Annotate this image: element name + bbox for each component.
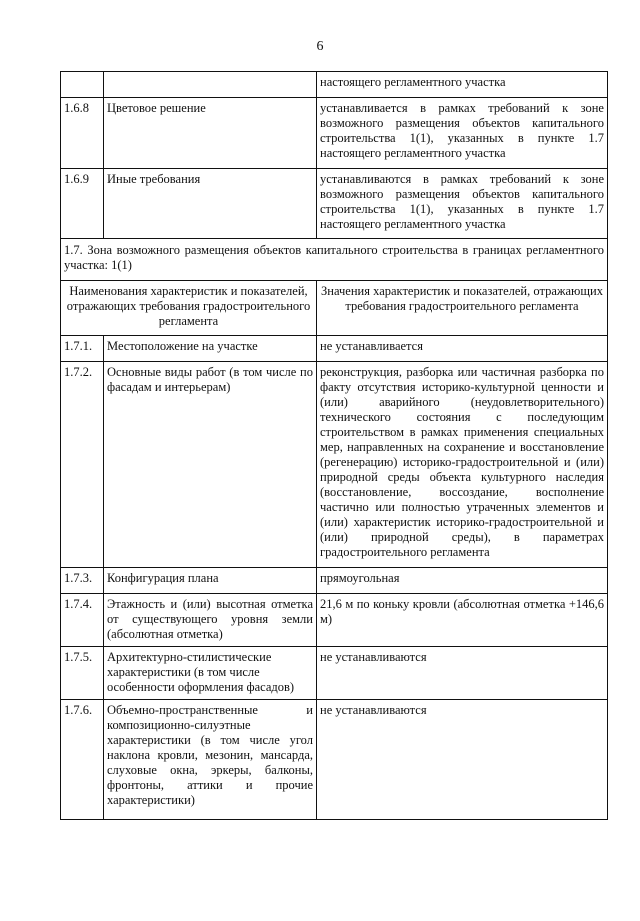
characteristic-name: Объемно-пространственные и композиционно-силуэтные характеристики (в том числе угол наклона кровли, мезонин, мансарда, слуховые окна, эркеры, балконы, фронтоны, аттики и прочие характеристики) bbox=[104, 700, 317, 820]
row-number: 1.6.8 bbox=[61, 98, 104, 169]
table-row bbox=[61, 568, 608, 594]
table-row bbox=[61, 594, 608, 647]
characteristic-value: настоящего регламентного участка bbox=[317, 72, 608, 98]
characteristic-value: прямоугольная bbox=[317, 568, 608, 594]
row-number: 1.7.6. bbox=[61, 700, 104, 820]
section-row bbox=[61, 239, 608, 281]
characteristic-value: реконструкция, разборка или частичная разборка по факту отсутствия историко-культурной ценности и (или) аварийного (неудовлетворительного) технического состояния с последующим строительством в рамках применения специальных мер, направленных на сохранение и восстановление (регенерацию) историко-градостроительной и (или) природной среды объекта культурного наследия (восстановление, воссоздание, восполнение частично или полностью утраченных элементов и (или) характеристик историко-градостроительной и (или) природной среды), в параметрах градостроительного регламента bbox=[317, 362, 608, 568]
column-header-values: Значения характеристик и показателей, отражающих требования градостроительного регламента bbox=[317, 281, 608, 336]
table-row bbox=[61, 169, 608, 239]
page-number: 6 bbox=[316, 39, 324, 54]
characteristic-name: Конфигурация плана bbox=[104, 568, 317, 594]
table-row bbox=[61, 362, 608, 568]
column-header-names: Наименования характеристик и показателей, отражающих требования градостроительного регламента bbox=[61, 281, 317, 336]
row-number: 1.7.5. bbox=[61, 647, 104, 700]
table-row bbox=[61, 700, 608, 820]
table-row bbox=[61, 98, 608, 169]
row-number: 1.7.4. bbox=[61, 594, 104, 647]
characteristic-name: Иные требования bbox=[104, 169, 317, 239]
characteristic-name: Цветовое решение bbox=[104, 98, 317, 169]
characteristic-value: устанавливается в рамках требований к зоне возможного размещения объектов капитального строительства 1(1), указанных в пункте 1.7 настоящего регламентного участка bbox=[317, 98, 608, 169]
table-row bbox=[61, 647, 608, 700]
characteristic-name: Местоположение на участке bbox=[104, 336, 317, 362]
table-row bbox=[61, 72, 608, 98]
section-title: 1.7. Зона возможного размещения объектов капитального строительства в границах регламентного участка: 1(1) bbox=[61, 239, 608, 281]
table-row bbox=[61, 336, 608, 362]
characteristic-value: не устанавливаются bbox=[317, 700, 608, 820]
regulation-table bbox=[60, 71, 608, 820]
row-number: 1.7.1. bbox=[61, 336, 104, 362]
row-number: 1.7.2. bbox=[61, 362, 104, 568]
characteristic-value: не устанавливается bbox=[317, 336, 608, 362]
characteristic-name: Этажность и (или) высотная отметка от существующего уровня земли (абсолютная отметка) bbox=[104, 594, 317, 647]
characteristic-name: Основные виды работ (в том числе по фасадам и интерьерам) bbox=[104, 362, 317, 568]
characteristic-name: Архитектурно-стилистические характеристики (в том числе особенности оформления фасадов) bbox=[104, 647, 317, 700]
characteristic-value: не устанавливаются bbox=[317, 647, 608, 700]
row-number bbox=[61, 72, 104, 98]
characteristic-value: устанавливаются в рамках требований к зоне возможного размещения объектов капитального строительства 1(1), указанных в пункте 1.7 настоящего регламентного участка bbox=[317, 169, 608, 239]
header-row bbox=[61, 281, 608, 336]
row-number: 1.7.3. bbox=[61, 568, 104, 594]
characteristic-name bbox=[104, 72, 317, 98]
characteristic-value: 21,6 м по коньку кровли (абсолютная отметка +146,6 м) bbox=[317, 594, 608, 647]
row-number: 1.6.9 bbox=[61, 169, 104, 239]
